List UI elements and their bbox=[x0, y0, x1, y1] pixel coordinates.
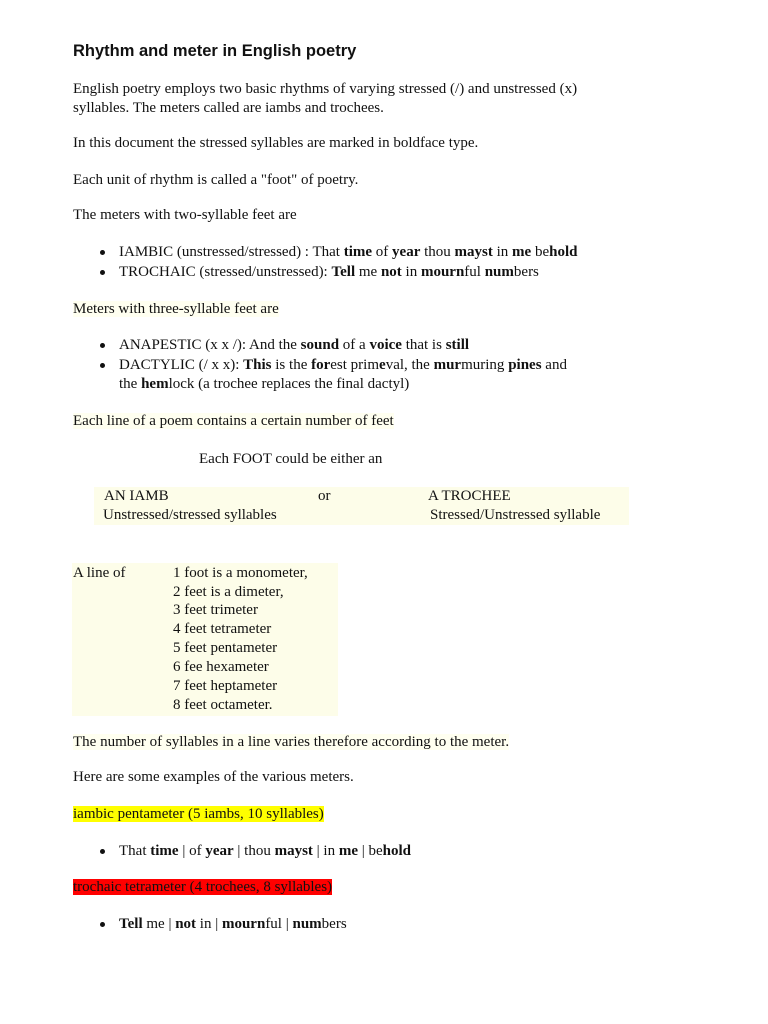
bullet-dactylic-line-1 bbox=[119, 356, 567, 375]
syllables-note bbox=[73, 733, 509, 752]
bullet-dot bbox=[100, 363, 105, 368]
stressed-syllable: hem bbox=[141, 376, 169, 392]
examples-heading: Here are some examples of the various meters. bbox=[73, 769, 354, 785]
or-text: or bbox=[318, 488, 331, 504]
text-run: thou bbox=[420, 244, 455, 260]
line-of-label: A line of bbox=[73, 565, 126, 581]
text-run: that is bbox=[401, 337, 446, 353]
iambic-pentameter-label bbox=[73, 805, 324, 824]
stressed-syllable: year bbox=[392, 244, 421, 260]
two-syllable-heading: The meters with two-syllable feet are bbox=[73, 207, 297, 223]
meter-item: 6 fee hexameter bbox=[173, 659, 269, 675]
stressed-syllable: me bbox=[338, 843, 358, 859]
stressed-syllable: e bbox=[379, 357, 386, 373]
text-run: val, the bbox=[385, 357, 434, 373]
bullet-anapestic bbox=[119, 336, 469, 355]
trochaic-tetrameter-label-text: trochaic tetrameter (4 trochees, 8 syllables) bbox=[73, 879, 333, 895]
text-run: lock (a trochee replaces the final dactyl) bbox=[168, 376, 410, 392]
three-syllable-heading-text: Meters with three-syllable feet are bbox=[73, 301, 279, 317]
text-run: me bbox=[355, 264, 381, 280]
bullet-dactylic-line-2 bbox=[119, 375, 409, 394]
example-trochee-line bbox=[119, 915, 347, 934]
text-run: of bbox=[372, 244, 393, 260]
text-run: ful | bbox=[265, 916, 293, 932]
stressed-syllable: voice bbox=[369, 337, 402, 353]
intro-line-1: English poetry employs two basic rhythms of varying stressed (/) and unstressed (x) bbox=[73, 81, 578, 97]
stressed-syllable: num bbox=[484, 264, 514, 280]
iamb-title: AN IAMB bbox=[104, 488, 169, 504]
meter-item: 4 feet tetrameter bbox=[173, 621, 272, 637]
text-run: ANAPESTIC (x x /): And the bbox=[119, 337, 301, 353]
stressed-syllable: not bbox=[380, 264, 402, 280]
text-run: That bbox=[119, 843, 151, 859]
stressed-syllable: not bbox=[175, 916, 197, 932]
trochaic-tetrameter-label bbox=[73, 878, 332, 897]
bullet-dot bbox=[100, 343, 105, 348]
stressed-syllable: year bbox=[205, 843, 234, 859]
trochee-title: A TROCHEE bbox=[428, 488, 511, 504]
foot-definition: Each unit of rhythm is called a "foot" of poetry. bbox=[73, 172, 359, 188]
stressed-syllable: me bbox=[512, 244, 532, 260]
text-run: bers bbox=[321, 916, 347, 932]
line-feet-heading bbox=[73, 412, 394, 431]
text-run: bers bbox=[513, 264, 539, 280]
text-run: in bbox=[401, 264, 421, 280]
stressed-syllable: hold bbox=[382, 843, 412, 859]
three-syllable-heading bbox=[73, 300, 279, 319]
text-run: muring bbox=[461, 357, 509, 373]
line-feet-heading-text: Each line of a poem contains a certain number of feet bbox=[73, 413, 394, 429]
meter-item: 3 feet trimeter bbox=[173, 602, 258, 618]
meter-item: 1 foot is a monometer, bbox=[173, 565, 308, 581]
bullet-iambic bbox=[119, 243, 577, 262]
meter-item: 2 feet is a dimeter, bbox=[173, 584, 284, 600]
text-run: ful bbox=[464, 264, 485, 280]
stressed-syllable: mur bbox=[433, 357, 462, 373]
text-run: | in bbox=[312, 843, 339, 859]
bullet-dot bbox=[100, 849, 105, 854]
meter-item: 7 feet heptameter bbox=[173, 678, 278, 694]
meter-item: 8 feet octameter. bbox=[173, 697, 273, 713]
stressed-syllable: time bbox=[343, 244, 373, 260]
text-run: the bbox=[119, 376, 142, 392]
text-run: me | bbox=[142, 916, 176, 932]
each-foot-text: Each FOOT could be either an bbox=[199, 451, 383, 467]
syllables-note-text: The number of syllables in a line varies therefore according to the meter. bbox=[73, 734, 510, 750]
stressed-syllable: mayst bbox=[274, 843, 313, 859]
bullet-dot bbox=[100, 270, 105, 275]
text-run: in bbox=[492, 244, 513, 260]
stressed-syllable: time bbox=[150, 843, 179, 859]
stressed-syllable: still bbox=[445, 337, 470, 353]
text-run: DACTYLIC (/ x x): bbox=[119, 357, 244, 373]
text-run: IAMBIC (unstressed/stressed) : That bbox=[119, 244, 344, 260]
stressed-syllable: hold bbox=[549, 244, 578, 260]
stressed-syllable: for bbox=[311, 357, 331, 373]
text-run: is the bbox=[271, 357, 312, 373]
text-run: and bbox=[541, 357, 567, 373]
iambic-pentameter-label-text: iambic pentameter (5 iambs, 10 syllables) bbox=[73, 806, 324, 822]
text-run: TROCHAIC (stressed/unstressed): bbox=[119, 264, 332, 280]
text-run: | of bbox=[178, 843, 206, 859]
stressed-note: In this document the stressed syllables are marked in boldface type. bbox=[73, 135, 479, 151]
trochee-subtitle: Stressed/Unstressed syllable bbox=[430, 507, 601, 523]
page-title: Rhythm and meter in English poetry bbox=[73, 42, 357, 60]
stressed-syllable: pines bbox=[508, 357, 542, 373]
bullet-dot bbox=[100, 922, 105, 927]
stressed-syllable: sound bbox=[300, 337, 340, 353]
bullet-dot bbox=[100, 250, 105, 255]
stressed-syllable: mourn bbox=[221, 916, 266, 932]
bullet-trochaic bbox=[119, 263, 539, 282]
example-iamb-line bbox=[119, 842, 411, 861]
stressed-syllable: mourn bbox=[420, 264, 465, 280]
text-run: in | bbox=[196, 916, 222, 932]
stressed-syllable: This bbox=[243, 357, 272, 373]
text-run: | be bbox=[357, 843, 383, 859]
text-run: be bbox=[531, 244, 550, 260]
intro-line-2: syllables. The meters called are iambs and trochees. bbox=[73, 100, 384, 116]
iamb-subtitle: Unstressed/stressed syllables bbox=[103, 507, 277, 523]
text-run: of a bbox=[339, 337, 370, 353]
text-run: | thou bbox=[233, 843, 275, 859]
stressed-syllable: mayst bbox=[454, 244, 493, 260]
stressed-syllable: Tell bbox=[331, 264, 356, 280]
meter-item: 5 feet pentameter bbox=[173, 640, 278, 656]
stressed-syllable: num bbox=[292, 916, 322, 932]
text-run: est prim bbox=[330, 357, 380, 373]
stressed-syllable: Tell bbox=[119, 916, 143, 932]
